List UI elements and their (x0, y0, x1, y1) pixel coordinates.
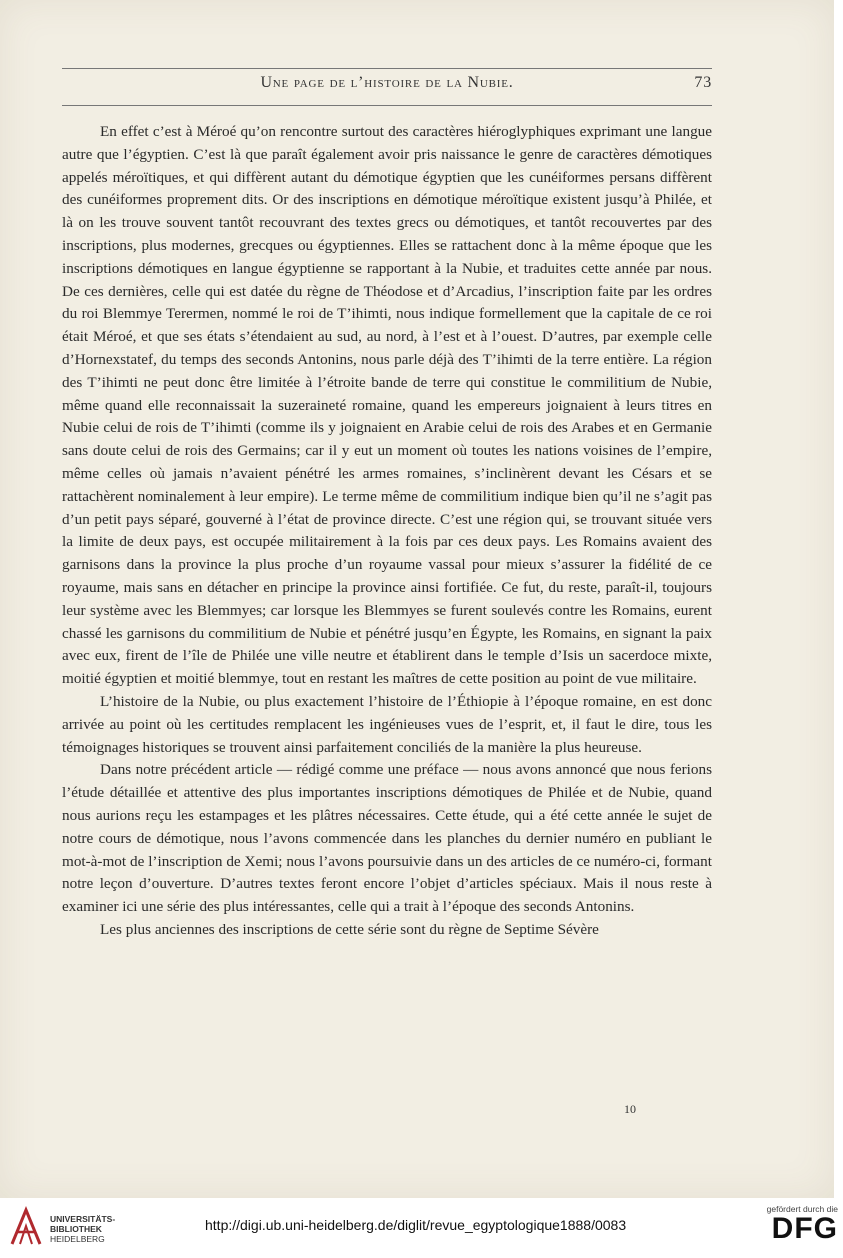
header-rule-top (62, 68, 712, 69)
paragraph: En effet c’est à Méroé qu’on rencontre surtout des caractères hiéroglyphiques exprimant une langue autre que l’égyptien. C’est là que paraît également avoir pris naissance le genre de caractères démotiques appelés méroïtiques, et qui diffèrent autant du démotique égyptien que les cunéiformes persans diffèrent des cunéiformes proprement dits. Or des inscriptions en démotique méroïtique existent jusqu’à Philée, et là on les trouve souvent tantôt recouvrant des textes grecs ou démotiques, et tantôt recouvertes par des inscriptions, plus modernes, grecques ou égyptiennes. Elles se rattachent donc à la même époque que les inscriptions démotiques en langue égyptienne se rapportant à la Nubie, et traduites cette année par nous. De ces dernières, celle qui est datée du règne de Théodose et d’Arcadius, l’inscription faite par les ordres du roi Blemmye Terermen, nommé le roi de T’ihimti, nous indique formellement que la capitale de ce roi était Méroé, et que ses états s’étendaient au sud, au nord, à l’est et à l’ouest. D’autres, par exemple celle d’Hornexstatef, du temps des seconds Antonins, nous parle déjà des T’ihimti de la terre entière. La région des T’ihimti ne peut donc être limitée à l’étroite bande de terre qui constitue le commilitium de Nubie, même quand elle reconnaissait la suzeraineté romaine, quand les empereurs joignaient à leurs titres en Nubie celui de rois de T’ihimti (comme ils y joignaient en Arabie celui de rois des Arabes et en Germanie sans doute celui de rois des Germains; car il y eut un moment où toutes les nations voisines de l’empire, même celles où jamais n’avaient pénétré les armes romaines, s’inclinèrent devant les Césars et se rattachèrent nominalement à leur empire). Le terme même de commilitium indique bien qu’il ne s’agit pas d’un petit pays séparé, gouverné à l’état de province directe. C’est une région qui, se trouvant située vers la limite de deux pays, est occupée militairement à la fois par ces deux pays. Les Romains avaient des garnisons dans la province la plus proche d’un royaume vassal pour mieux s’assurer la fidélité de ce royaume, mais sans en détacher en principe la province ainsi fortifiée. Ce fut, du reste, paraît-il, toujours leur système avec les Blemmyes; car lorsque les Blemmyes se furent soulevés contre les Romains, eurent chassé les garnisons du commilitium de Nubie et pénétré jusqu’en Égypte, les Romains, en signant la paix avec eux, firent de l’île de Philée une ville neutre et établirent dans le temple d’Isis un sacerdoce mixte, moitié égyptien et moitié blemmye, tout en restant les maîtres de cette position au point de vue militaire. (62, 123, 712, 688)
body-text (62, 121, 712, 942)
paragraph: L’histoire de la Nubie, ou plus exactement l’histoire de l’Éthiopie à l’époque romaine, en est donc arrivée au point où les certitudes remplacent les ingénieuses vues de l’esprit, et, il faut le dire, tous les témoignages historiques se trouvent ainsi parfaitement conciliés de la manière la plus heureuse. (62, 692, 712, 756)
funder-caption: gefördert durch die (766, 1204, 838, 1214)
dfg-funder-logo[interactable] (746, 1204, 838, 1254)
page-number: 73 (694, 74, 712, 91)
digitization-footer (0, 1198, 843, 1258)
running-header (62, 71, 712, 97)
paragraph: Les plus anciennes des inscriptions de cette série sont du règne de Septime Sévère (100, 920, 599, 938)
ub-heidelberg-logo[interactable] (8, 1206, 128, 1250)
dfg-wordmark: DFG (771, 1212, 838, 1245)
header-rule-bottom (62, 105, 712, 106)
running-title: Une page de l’histoire de la Nubie. (260, 74, 514, 91)
scan-margin (834, 0, 843, 1198)
library-name: UNIVERSITÄTS- BIBLIOTHEK HEIDELBERG (50, 1214, 116, 1244)
permalink-url[interactable]: http://digi.ub.uni-heidelberg.de/diglit/revue_egyptologique1888/0083 (205, 1217, 627, 1233)
paragraph: Dans notre précédent article — rédigé comme une préface — nous avons annoncé que nous ferions l’étude détaillée et attentive des plus importantes inscriptions démotiques de Philée et de Nubie, quand nous aurions reçu les estampages et les plâtres nécessaires. Cette étude, qui a été cette année le sujet de notre cours de démotique, nous l’avons commencée dans les planches du dernier numéro en publiant le mot-à-mot de l’inscription de Xemi; nous l’avons poursuivie dans un des articles de ce numéro-ci, formant notre leçon d’ouverture. D’autres textes feront encore l’objet d’articles spéciaux. Mais il nous reste à examiner ici une série des plus intéressantes, celle qui a trait à l’époque des seconds Antonins. (62, 761, 712, 916)
ub-heidelberg-emblem-icon (8, 1206, 44, 1250)
signature-mark: 10 (624, 1102, 636, 1116)
